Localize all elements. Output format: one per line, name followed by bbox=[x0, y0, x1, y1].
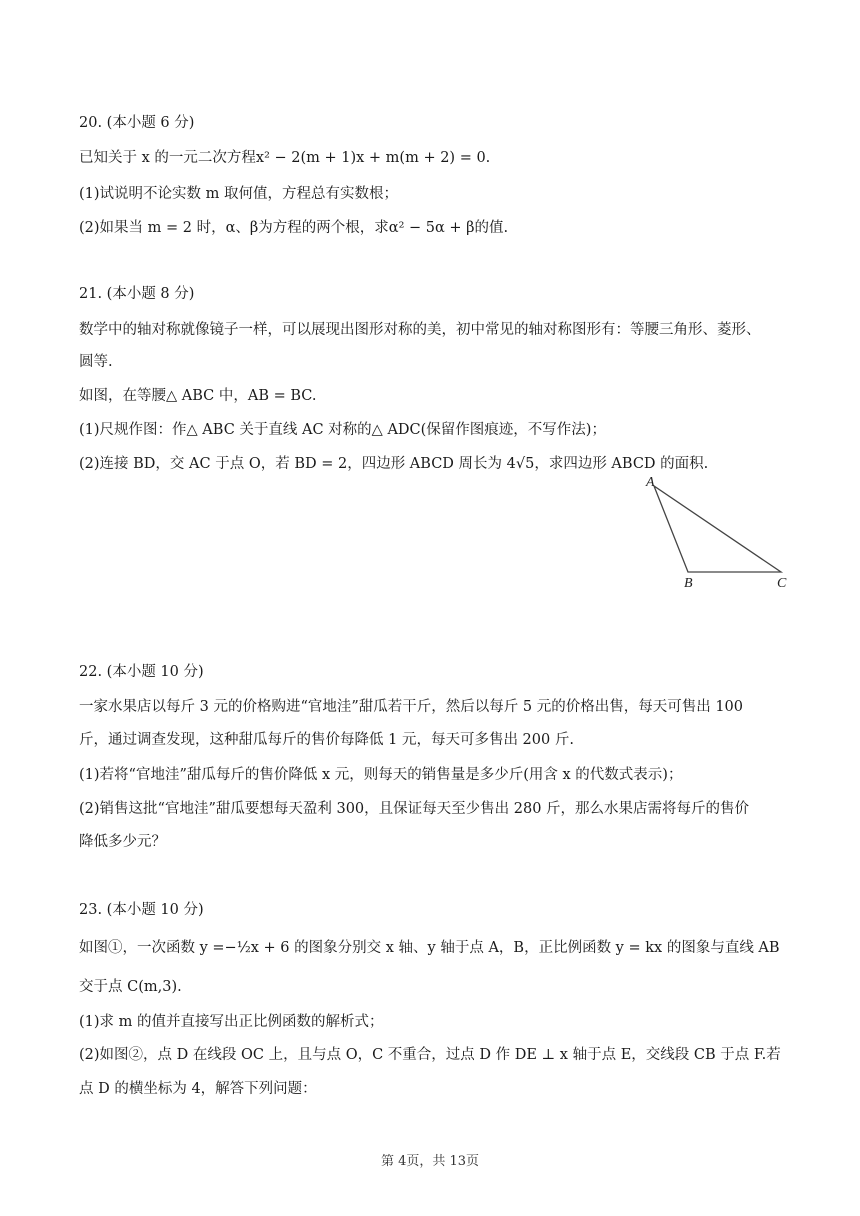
triangle-abc-figure bbox=[636, 470, 796, 590]
q23-part2-cont: 点 D 的横坐标为 4，解答下列问题： bbox=[79, 1081, 317, 1097]
q22-header: 22. (本小题 10 分) bbox=[79, 664, 204, 680]
q20-part2: (2)如果当 m = 2 时，α、β为方程的两个根，求α² − 5α + β的值. bbox=[79, 220, 509, 236]
q20-header: 20. (本小题 6 分) bbox=[79, 115, 195, 131]
page-footer: 第 4页，共 13页 bbox=[380, 1154, 480, 1169]
q22-line2: 斤，通过调查发现，这种甜瓜每斤的售价每降低 1 元，每天可多售出 200 斤. bbox=[79, 732, 574, 748]
q21-intro: 数学中的轴对称就像镜子一样，可以展现出图形对称的美，初中常见的轴对称图形有：等腰三角形、菱形、 bbox=[79, 322, 761, 338]
q21-part1: (1)尺规作图：作△ ABC 关于直线 AC 对称的△ ADC(保留作图痕迹，不写作法)； bbox=[79, 422, 606, 438]
vertex-label-b: B bbox=[684, 576, 693, 590]
q23-part2: (2)如图②，点 D 在线段 OC 上，且与点 O，C 不重合，过点 D 作 DE ⊥ x 轴于点 E，交线段 CB 于点 F.若 bbox=[79, 1047, 781, 1063]
q22-part2: (2)销售这批“官地洼”甜瓜要想每天盈利 300，且保证每天至少售出 280 斤，那么水果店需将每斤的售价 bbox=[79, 801, 750, 817]
q22-line1: 一家水果店以每斤 3 元的价格购进“官地洼”甜瓜若干斤，然后以每斤 5 元的价格出售，每天可售出 100 bbox=[79, 699, 743, 715]
vertex-label-a: A bbox=[646, 475, 655, 490]
q23-part1: (1)求 m 的值并直接写出正比例函数的解析式； bbox=[79, 1014, 384, 1030]
q21-given: 如图，在等腰△ ABC 中，AB = BC. bbox=[79, 388, 317, 404]
q23-line2: 交于点 C(m,3). bbox=[79, 979, 182, 995]
vertex-label-c: C bbox=[777, 576, 787, 590]
triangle-abc-shape bbox=[654, 486, 781, 572]
q20-part1: (1)试说明不论实数 m 取何值，方程总有实数根； bbox=[79, 186, 399, 202]
q21-header: 21. (本小题 8 分) bbox=[79, 286, 195, 302]
q23-line1: 如图①，一次函数 y =−½x + 6 的图象分别交 x 轴、y 轴于点 A，B，正比例函数 y = kx 的图象与直线 AB bbox=[79, 940, 780, 956]
q23-header: 23. (本小题 10 分) bbox=[79, 902, 204, 918]
q22-part2-cont: 降低多少元？ bbox=[79, 834, 166, 850]
q20-stem: 已知关于 x 的一元二次方程x² − 2(m + 1)x + m(m + 2) = 0. bbox=[79, 150, 491, 166]
q21-part2: (2)连接 BD，交 AC 于点 O，若 BD = 2，四边形 ABCD 周长为 4√5，求四边形 ABCD 的面积. bbox=[79, 456, 709, 472]
q21-intro-cont: 圆等. bbox=[79, 354, 113, 370]
q22-part1: (1)若将“官地洼”甜瓜每斤的售价降低 x 元，则每天的销售量是多少斤(用含 x 的代数式表示)； bbox=[79, 767, 683, 783]
